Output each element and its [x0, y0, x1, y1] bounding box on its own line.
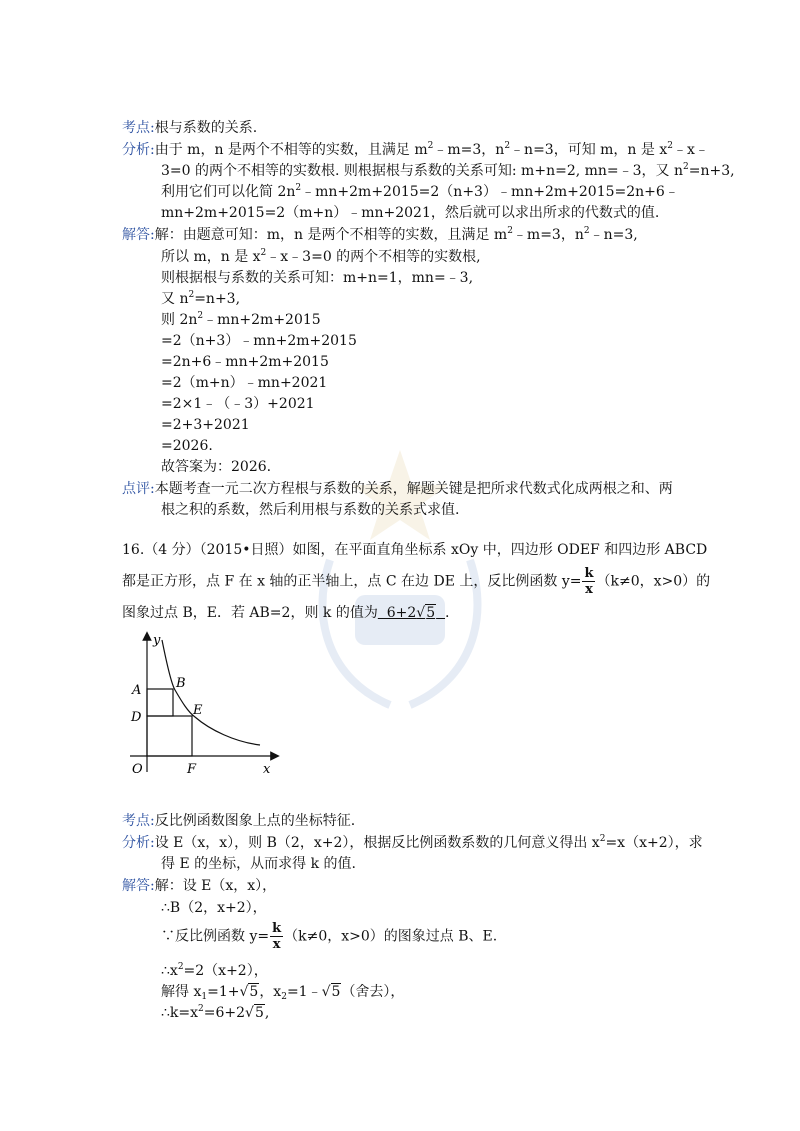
- fraction-k-over-x: [270, 921, 283, 952]
- superscript: 2: [427, 141, 434, 151]
- fenxi-text: =n+3,: [688, 163, 735, 179]
- jieda-text: 则 2n: [161, 312, 198, 328]
- q15-jieda-line-2: [161, 248, 481, 266]
- fraction-denominator: x: [272, 937, 281, 952]
- subscript: 1: [201, 992, 208, 1002]
- q15-kaodian-line: [122, 119, 257, 137]
- q15-jieda-line-1: [122, 226, 638, 244]
- radicand: 5: [331, 984, 341, 1000]
- fenxi-text: ﹣n=3，可知 m，n 是 x: [510, 142, 668, 158]
- superscript: 2: [197, 311, 204, 321]
- q15-jieda-line-12: 故答案为：2026.: [161, 459, 272, 475]
- label-x: x: [263, 762, 271, 777]
- jieda-text: ∴k=x: [161, 1005, 199, 1021]
- superscript: 2: [507, 226, 513, 236]
- q16-jieda-line-3: [161, 921, 497, 952]
- q16-jieda-line-1: [122, 877, 276, 895]
- kaodian-text: 根与系数的关系.: [154, 120, 258, 136]
- q15-jieda-line-6: =2（n+3）﹣mn+2m+2015: [161, 333, 357, 349]
- q16-stem-line-3: [122, 604, 449, 622]
- jieda-text: ∵反比例函数 y=: [161, 928, 270, 945]
- fenxi-label: 分析:: [122, 142, 155, 158]
- fraction-numerator: k: [584, 566, 594, 581]
- q15-jieda-line-3: 则根据根与系数的关系可知：m+n=1，mn=﹣3,: [161, 270, 474, 286]
- fraction-denominator: x: [585, 582, 593, 597]
- q16-jieda-line-4: [161, 962, 268, 980]
- jieda-text: 解：由题意可知：m，n 是两个不相等的实数，且满足 m: [154, 227, 508, 243]
- label-b: B: [176, 676, 186, 691]
- q15-fenxi-line-2: [161, 162, 735, 180]
- dianping-text: 本题考查一元二次方程根与系数的关系，解题关键是把所求代数式化成两根之和、两: [154, 481, 673, 497]
- q16-stem-line-1: 16.（4 分）（2015•日照）如图，在平面直角坐标系 xOy 中，四边形 ODEF 和四边形 ABCD: [122, 542, 708, 558]
- q15-fenxi-line-3: [161, 183, 679, 201]
- jieda-text: ∴x: [161, 963, 178, 979]
- superscript: 2: [667, 141, 673, 151]
- fenxi-text: ﹣x﹣: [672, 142, 709, 158]
- fenxi-text: 3=0 的两个不相等的实数根. 则根据根与系数的关系可知: m+n=2, mn=﹣3，又 n: [161, 163, 684, 179]
- jieda-text: 解得 x: [161, 984, 202, 1000]
- answer-radicand: 5: [426, 605, 436, 621]
- jieda-text: 解：设 E（x，x），: [154, 878, 277, 894]
- label-f: F: [187, 762, 197, 777]
- q15-dianping-line-1: [122, 480, 673, 498]
- stem-text: .: [445, 605, 450, 621]
- q15-jieda-line-4: [161, 290, 240, 308]
- superscript: 2: [583, 226, 590, 236]
- q15-jieda-line-8: =2（m+n）﹣mn+2021: [161, 375, 328, 391]
- hyperbola-curve: [162, 640, 260, 745]
- label-y: y: [153, 633, 161, 648]
- radicand: 5: [249, 984, 259, 1000]
- label-a: A: [132, 683, 142, 698]
- jieda-text: =n+3,: [194, 291, 241, 307]
- superscript: 2: [177, 962, 184, 972]
- superscript: 2: [188, 290, 195, 300]
- jieda-text: （k≠0，x>0）的图象过点 B、E.: [284, 928, 498, 945]
- jieda-text: ﹣mn+2m+2015: [203, 312, 321, 328]
- q16-jieda-line-6: $\therefore k=x^2=6+2√5$,: [161, 1004, 270, 1021]
- jieda-text: ，x: [259, 984, 282, 1000]
- q15-jieda-line-11: =2026.: [161, 438, 213, 454]
- q15-fenxi-line-1: [122, 141, 709, 159]
- q15-jieda-line-10: =2+3+2021: [161, 417, 250, 433]
- kaodian-text: 反比例函数图象上点的坐标特征.: [154, 813, 356, 829]
- radicand: 5: [254, 1005, 264, 1021]
- jieda-text: ﹣m=3，n: [512, 227, 584, 243]
- jieda-label: 解答:: [122, 878, 155, 894]
- q15-jieda-line-5: [161, 311, 321, 329]
- q16-stem-line-2: [122, 566, 710, 597]
- jieda-text: ﹣x﹣3=0 的两个不相等的实数根,: [266, 249, 481, 265]
- dianping-label: 点评:: [122, 481, 155, 497]
- subscript: 2: [281, 992, 287, 1002]
- q16-jieda-line-2: ∴B（2，x+2），: [161, 900, 267, 916]
- q15-jieda-line-9: =2×1﹣（﹣3）+2021: [161, 396, 315, 412]
- answer-blank: 6+2√5: [378, 604, 445, 621]
- superscript: 2: [599, 834, 606, 844]
- fenxi-text: 设 E（x，x），则 B（2，x+2），根据反比例函数系数的几何意义得出 x: [154, 835, 600, 851]
- superscript: 2: [683, 162, 689, 172]
- label-o: O: [132, 762, 143, 777]
- jieda-text: ,: [264, 1005, 270, 1021]
- jieda-text: =6+2: [203, 1005, 246, 1021]
- fenxi-text: =x（x+2），求: [605, 835, 703, 851]
- superscript: 2: [260, 248, 267, 258]
- jieda-text: 又 n: [161, 291, 189, 307]
- q16-kaodian-line: [122, 812, 355, 830]
- fenxi-text: ﹣mn+2m+2015=2（n+3）﹣mn+2m+2015=2n+6﹣: [301, 184, 679, 200]
- label-e: E: [193, 703, 203, 718]
- jieda-text: （舍去），: [341, 984, 405, 1000]
- answer-text: [436, 605, 445, 621]
- fenxi-text: 利用它们可以化简 2n: [161, 184, 296, 200]
- jieda-text: =1﹣: [286, 984, 322, 1000]
- q16-fenxi-line-2: 得 E 的坐标，从而求得 k 的值.: [161, 856, 356, 872]
- jieda-text: ﹣n=3,: [589, 227, 638, 243]
- q15-fenxi-line-4: mn+2m+2015=2（m+n）﹣mn+2021，然后就可以求出所求的代数式的值.: [161, 205, 660, 221]
- stem-text: 都是正方形，点 F 在 x 轴的正半轴上，点 C 在边 DE 上，反比例函数 y=: [122, 573, 582, 590]
- q16-fenxi-line-1: [122, 834, 703, 852]
- q15-jieda-line-7: =2n+6﹣mn+2m+2015: [161, 354, 329, 370]
- kaodian-label: 考点:: [122, 120, 155, 136]
- square-abcd: [147, 689, 173, 716]
- answer-text: 6+2: [377, 605, 417, 621]
- stem-text: 图象过点 B，E．若 AB=2，则 k 的值为: [122, 605, 378, 621]
- square-odef: [147, 716, 192, 756]
- stem-text: （k≠0，x>0）的: [596, 573, 711, 590]
- q16-jieda-line-5: 解得 $x_1=1+√5$，$x_2=1﹣√5$（舍去），: [161, 984, 405, 1002]
- jieda-text: =2（x+2），: [183, 963, 268, 979]
- fenxi-text: ﹣m=3，n: [433, 142, 505, 158]
- fenxi-label: 分析:: [122, 835, 155, 851]
- fenxi-text: 由于 m，n 是两个不相等的实数，且满足 m: [154, 142, 428, 158]
- superscript: 2: [504, 141, 511, 151]
- fraction-k-over-x: [582, 566, 595, 597]
- jieda-text: 所以 m，n 是 x: [161, 249, 261, 265]
- label-d: D: [131, 710, 142, 725]
- jieda-label: 解答:: [122, 227, 155, 243]
- jieda-text: =1+: [207, 984, 240, 1000]
- superscript: 2: [295, 183, 302, 193]
- q15-dianping-line-2: 根之积的系数，然后利用根与系数的关系式求值.: [161, 502, 460, 518]
- superscript: 2: [198, 1004, 204, 1014]
- kaodian-label: 考点:: [122, 813, 155, 829]
- fraction-numerator: k: [272, 921, 282, 936]
- coordinate-figure: [120, 630, 280, 780]
